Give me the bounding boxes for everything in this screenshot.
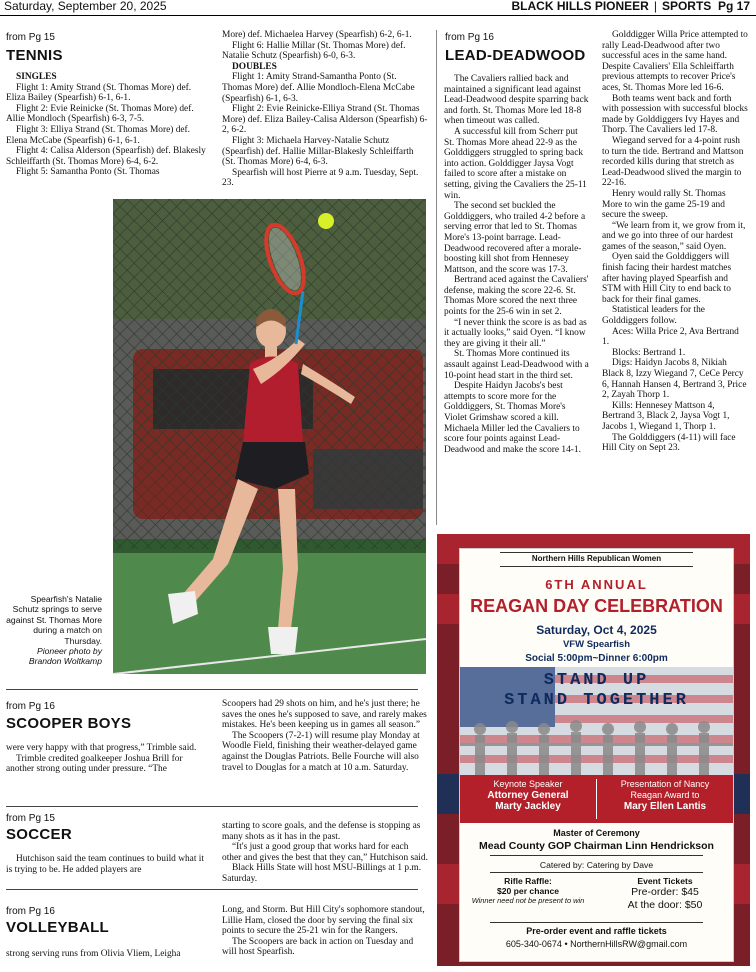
tickets-door: At the door: $50 bbox=[627, 899, 703, 911]
tennis-result: Flight 2: Evie Reinicke-Elliya Strand (St. Thomas More) def. Eliza Bailey-Calisa Alderson (Spearfish) 6-2, 6-2. bbox=[222, 104, 428, 136]
ad-rule bbox=[490, 872, 703, 873]
ad-moc-label: Master of Ceremony bbox=[553, 828, 640, 838]
header-right: BLACK HILLS PIONEER | SPORTS Pg 17 bbox=[511, 0, 750, 13]
article-paragraph: were very happy with that progress,” Trimble said. bbox=[6, 743, 197, 753]
award-label: Presentation of Nancy bbox=[620, 779, 710, 789]
ad-keynote bbox=[460, 779, 596, 812]
article-paragraph: The Scoopers are back in action on Tuesday and will host Spearfish. bbox=[222, 936, 414, 958]
article-paragraph: Hutchison said the team continues to build what it is trying to be. He added players are bbox=[6, 854, 204, 875]
ad-venue: VFW Spearfish bbox=[562, 639, 631, 650]
article-paragraph: starting to score goals, and the defense is stopping as many shots as it has in the past. bbox=[222, 821, 421, 842]
page-header bbox=[0, 0, 756, 14]
reagan-day-ad bbox=[437, 534, 750, 966]
tennis-result: Flight 4: Calisa Alderson (Spearfish) def. Blakesly Schleiffarth (St. Thomas More) 6-4, 6-2. bbox=[6, 146, 206, 167]
scooper-headline: SCOOPER BOYS bbox=[6, 715, 132, 732]
section-rule bbox=[6, 806, 418, 807]
tennis-result: Flight 1: Amity Strand (St. Thomas More) def. Eliza Bailey (Spearfish) 6-1, 6-1. bbox=[6, 82, 192, 104]
soccer-headline: SOCCER bbox=[6, 826, 72, 843]
keynote-label: Keynote Speaker bbox=[493, 779, 563, 789]
stat-line: Kills: Hennesey Mattson 4, Bertrand 3, Black 2, Jaysa Vogt 1, Jacobs 1, Wiegand 1, Thorp 1. bbox=[602, 400, 730, 432]
ad-card bbox=[459, 548, 734, 962]
tennis-result: Flight 2: Evie Reinicke (St. Thomas More) def. Allie Mondloch (Spearfish) 6-3, 7-5. bbox=[6, 103, 194, 125]
article-paragraph: Oyen said the Golddiggers will finish facing their hardest matches after having played Spearfish and STM with Hill City to end back to back for their final games. bbox=[602, 252, 732, 305]
ad-raffle bbox=[460, 876, 596, 905]
photo-caption bbox=[6, 594, 102, 667]
article-paragraph: A successful kill from Scherr put St. Thomas More ahead 22-9 as the Golddiggers struggled to spring back into action. Golddigger Jaysa Vogt failed to score after a mistake on setting, giving the Cavaliers the 25-11 win. bbox=[444, 126, 587, 201]
ad-time: Social 5:00pm~Dinner 6:00pm bbox=[525, 653, 668, 664]
award-label: Reagan Award to bbox=[630, 790, 700, 800]
ad-annual: 6TH ANNUAL bbox=[545, 577, 648, 592]
paper-name: BLACK HILLS PIONEER bbox=[511, 0, 649, 13]
soccer-jump-label: from Pg 15 bbox=[6, 813, 55, 824]
tennis-result: More) def. Michaelea Harvey (Spearfish) 6-2, 6-1. bbox=[222, 30, 412, 40]
keynote-title: Attorney General bbox=[487, 790, 569, 801]
article-paragraph: “I never think the score is as bad as it actually looks,” said Oyen. “I know they are giving it their all.” bbox=[444, 317, 587, 349]
ad-award bbox=[597, 779, 733, 812]
ad-rule bbox=[500, 566, 693, 567]
raffle-price: $20 per chance bbox=[496, 886, 560, 896]
ad-flag-banner bbox=[460, 667, 733, 775]
ad-catering: Catered by: Catering by Dave bbox=[539, 860, 654, 870]
article-paragraph: Wiegand served for a 4-point rush to turn the tide. Bertrand and Mattson recorded kills during that stretch as Lead-Deadwood slived the margin to 22-16. bbox=[602, 135, 744, 189]
tickets-heading: Event Tickets bbox=[637, 876, 693, 886]
tennis-doubles-heading: DOUBLES bbox=[232, 61, 277, 72]
ad-date: Saturday, Oct 4, 2025 bbox=[536, 623, 657, 637]
article-paragraph: Bertrand aced against the Cavaliers' defense, making the score 22-6. St. Thomas More scored the next three points for the 25-6 win in set 2. bbox=[444, 275, 589, 318]
page-number: Pg 17 bbox=[717, 0, 750, 13]
header-rule bbox=[0, 15, 756, 16]
lead-deadwood-col2 bbox=[602, 30, 748, 454]
lead-deadwood-col1 bbox=[444, 74, 590, 455]
tennis-col1 bbox=[6, 72, 212, 178]
article-paragraph: strong serving runs from Olivia Vliem, Leigha bbox=[6, 949, 181, 959]
stat-line: Blocks: Bertrand 1. bbox=[612, 347, 686, 358]
article-paragraph: Trimble credited goalkeeper Joshua Brill for another strong outing under pressure. “The bbox=[6, 753, 183, 775]
keynote-name: Marty Jackley bbox=[495, 801, 561, 812]
caption-text: Spearfish's Natalie Schutz springs to serve against St. Thomas More during a match on Thursday. bbox=[6, 594, 102, 646]
article-paragraph: The Scoopers (7-2-1) will resume play Monday at Woodle Field, finishing their weather-delayed game against the Douglas Patriots. Belle Fourche will also travel to Douglas for a match at 10 a.m. Saturday. bbox=[222, 730, 420, 773]
soccer-col1 bbox=[6, 854, 212, 875]
article-paragraph: Henry would rally St. Thomas More to win the game 25-19 and secure the sweep. bbox=[602, 188, 726, 221]
article-paragraph: Despite Haidyn Jacobs's best attempts to score more for the Golddiggers, St. Thomas More's Violet Grimshaw scored a kill. Michaela Miller led the Cavaliers to score four points against Lead-Deadwood and make the score 14-1. bbox=[444, 381, 581, 455]
tennis-headline: TENNIS bbox=[6, 47, 63, 64]
section-name: SPORTS bbox=[661, 0, 712, 13]
article-paragraph: Both teams went back and forth with possession with successful blocks made by Golddiggers Ivy Hayes and Thorp. The Cavaliers led 17-8. bbox=[602, 93, 748, 136]
tennis-result: Flight 1: Amity Strand-Samantha Ponto (St. Thomas More) def. Allie Mondloch-Elena McCabe (Spearfish) 6-1, 6-3. bbox=[222, 72, 415, 104]
article-paragraph: Golddigger Willa Price attempted to rally Lead-Deadwood after two successful aces in the same hand. Despite Cavaliers' Ella Schleiffarth previous attempts to recover Price's aces, St. Thomas More led 16-6. bbox=[602, 30, 748, 93]
photo-credit: Pioneer photo by Brandon Woltkamp bbox=[28, 646, 102, 667]
ad-moc-name: Mead County GOP Chairman Linn Hendrickson bbox=[479, 840, 714, 852]
article-paragraph: St. Thomas More continued its assault against Lead-Deadwood with a 10-point head start in the third set. bbox=[444, 349, 589, 381]
volleyball-jump-label: from Pg 16 bbox=[6, 906, 55, 917]
volleyball-col2 bbox=[222, 905, 428, 958]
ad-rule bbox=[500, 552, 693, 553]
scooper-jump-label: from Pg 16 bbox=[6, 701, 55, 712]
article-paragraph: The second set buckled the Golddiggers, who trailed 4-2 before a serving error that led to St. Thomas More's 13-point barrage. Lead-Deadwood recovered after a morale-boosting kill shot from Hennesey Mattson, and the score was 17-3. bbox=[444, 201, 586, 275]
volleyball-headline: VOLLEYBALL bbox=[6, 919, 109, 936]
ad-organization: Northern Hills Republican Women bbox=[531, 554, 662, 563]
article-paragraph: Black Hills State will host MSU-Billings at 1 p.m. Saturday. bbox=[222, 863, 422, 884]
tickets-preorder: Pre-order: $45 bbox=[631, 886, 699, 898]
ad-speakers-band bbox=[460, 775, 733, 823]
tennis-col2 bbox=[222, 30, 428, 189]
article-paragraph: The Golddiggers (4-11) will face Hill City on Sept 23. bbox=[602, 432, 736, 454]
ad-tickets bbox=[597, 876, 733, 912]
raffle-heading: Rifle Raffle: bbox=[504, 876, 552, 886]
section-rule bbox=[6, 689, 418, 690]
tennis-result: Flight 3: Michaela Harvey-Natalie Schutz (Spearfish) def. Hallie Millar-Blakesly Schleiffarth (St. Thomas More) 6-4, 6-3. bbox=[222, 135, 414, 168]
tennis-singles-heading: SINGLES bbox=[16, 72, 57, 82]
tennis-result: Flight 3: Elliya Strand (St. Thomas More) def. Elena McCabe (Spearfish) 6-1, 6-1. bbox=[6, 124, 191, 146]
stat-line: Digs: Haidyn Jacobs 8, Nikiah Black 8, Izzy Wiegand 7, CeCe Percy 6, Hannah Hansen 4, Bertrand 3, Price 2, Zayah Thorp 1. bbox=[602, 358, 747, 401]
article-paragraph: Scoopers had 29 shots on him, and he's just there; he saves the ones he's supposed to save, and rarely makes mistakes. He's been keeping us in games all season.” bbox=[222, 699, 427, 731]
volleyball-col1 bbox=[6, 949, 212, 960]
article-paragraph: The Cavaliers rallied back and maintained a significant lead against Lead-Deadwood despite sparring back and forth. St. Thomas More led 18-8 when timeout was called. bbox=[444, 74, 589, 127]
lead-deadwood-jump-label: from Pg 16 bbox=[445, 32, 494, 43]
ad-preorder: Pre-order event and raffle tickets bbox=[526, 926, 667, 936]
article-paragraph: Statistical leaders for the Golddiggers follow. bbox=[602, 305, 705, 327]
column-divider bbox=[436, 30, 437, 525]
ad-contact: 605-340-0674 • NorthernHillsRW@gmail.com bbox=[505, 939, 688, 949]
article-paragraph: Long, and Storm. But Hill City's sophomore standout, Lillie Ham, closed the door by serving the final six points to secure the 25-21 win for the Rangers. bbox=[222, 905, 425, 937]
tennis-photo bbox=[113, 199, 426, 674]
tennis-schedule: Spearfish will host Pierre at 9 a.m. Tuesday, Sept. 23. bbox=[222, 167, 419, 189]
award-recipient: Mary Ellen Lantis bbox=[623, 801, 707, 812]
tennis-result: Flight 6: Hallie Millar (St. Thomas More) def. Natalie Schutz (Spearfish) 6-0, 6-3. bbox=[222, 40, 406, 62]
soccer-col2 bbox=[222, 821, 428, 885]
raffle-note: Winner need not be present to win bbox=[471, 896, 585, 905]
ad-rule bbox=[490, 922, 703, 923]
scooper-col1 bbox=[6, 743, 212, 775]
ad-title: REAGAN DAY CELEBRATION bbox=[470, 596, 723, 616]
issue-date: Saturday, September 20, 2025 bbox=[4, 0, 167, 13]
tennis-result: Flight 5: Samantha Ponto (St. Thomas bbox=[16, 167, 160, 178]
ad-rule bbox=[490, 855, 703, 856]
article-paragraph: “We learn from it, we grow from it, and we go into three of our hardest games of the season,” said Oyen. bbox=[602, 220, 746, 252]
ad-slogan-line2: STAND TOGETHER bbox=[504, 691, 689, 710]
scooper-col2 bbox=[222, 699, 428, 773]
article-paragraph: “It's just a good group that works hard for each other and gives the best that they can,” Hutchison said. bbox=[222, 842, 428, 863]
section-rule bbox=[6, 889, 418, 890]
stat-line: Aces: Willa Price 2, Ava Bertrand 1. bbox=[602, 326, 739, 348]
tennis-jump-label: from Pg 15 bbox=[6, 32, 55, 43]
ad-slogan-line1: STAND UP bbox=[543, 671, 650, 690]
lead-deadwood-headline: LEAD-DEADWOOD bbox=[445, 47, 586, 64]
